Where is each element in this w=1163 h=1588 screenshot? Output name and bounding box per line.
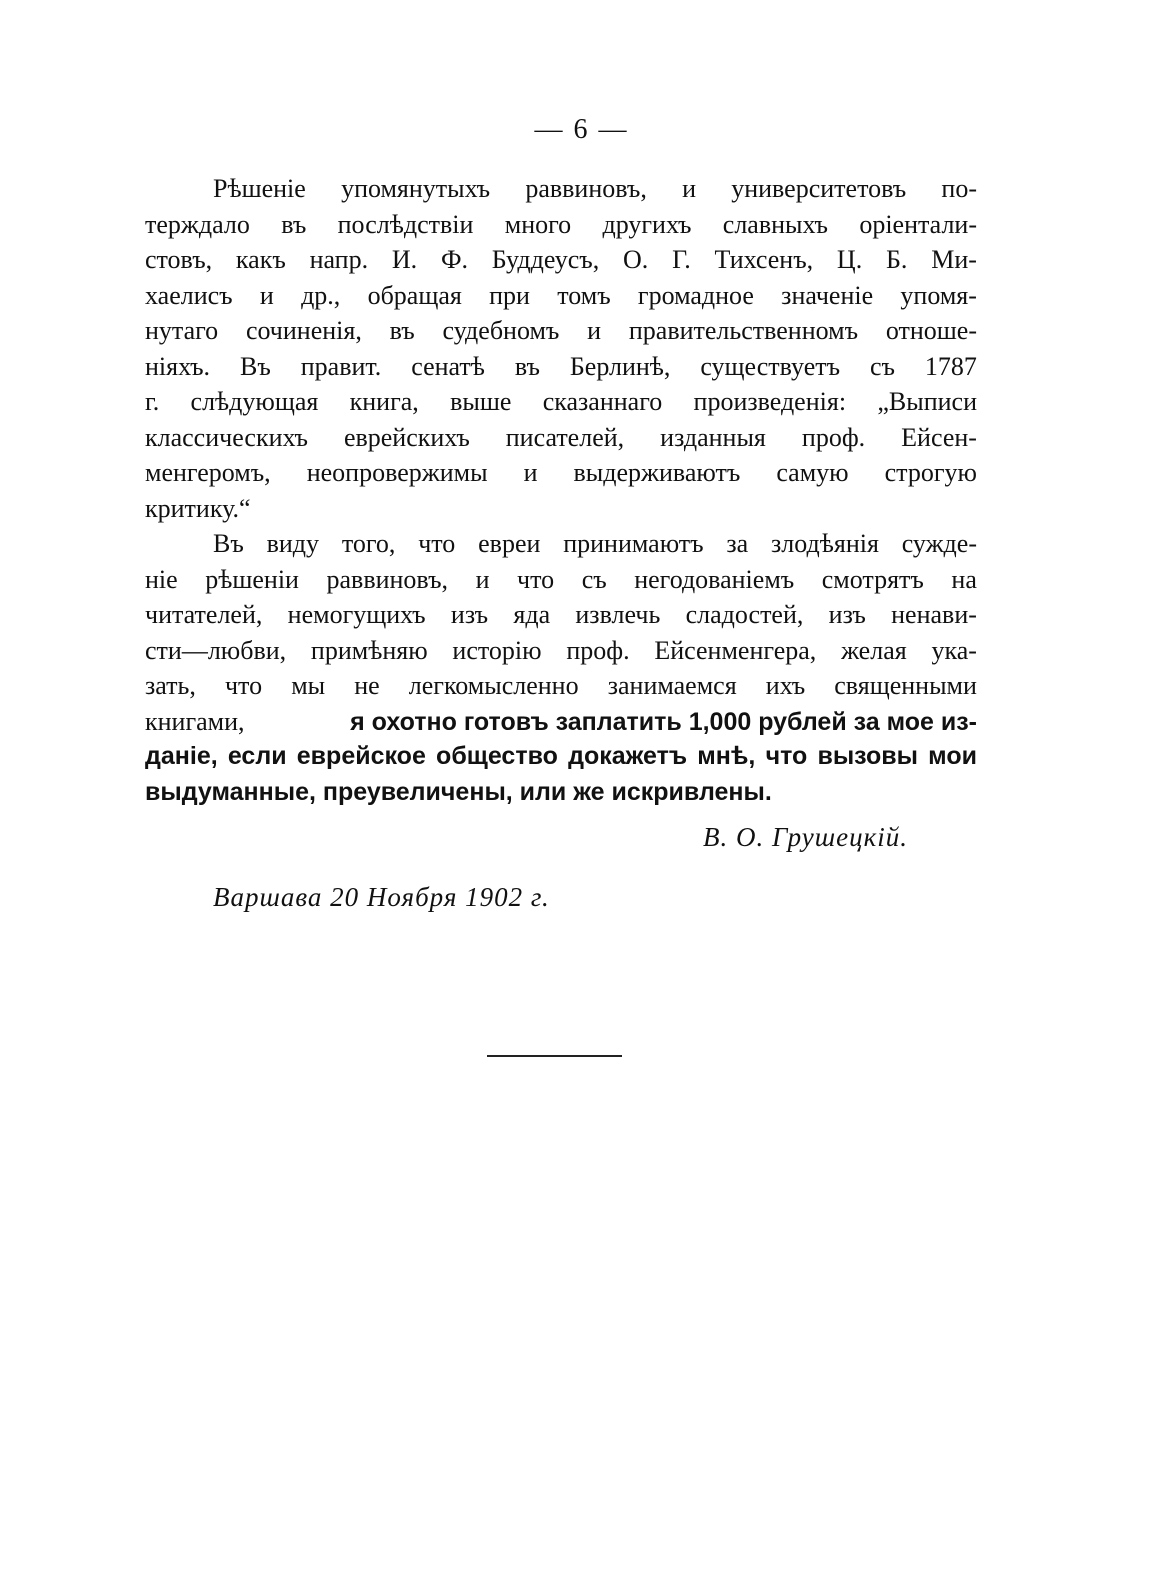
word: Ц. (836, 245, 863, 274)
word: Тихсенъ, (714, 245, 814, 274)
word: Буддеусъ, (491, 245, 600, 274)
text-line: критику.“ (145, 493, 251, 523)
word: ихъ (765, 671, 806, 700)
word: правительственномъ (628, 316, 859, 345)
word: книга, (349, 387, 419, 416)
word: существуетъ (700, 351, 841, 381)
text-line (145, 387, 977, 423)
word: священными (834, 671, 977, 700)
text-line (145, 281, 977, 317)
word: за (726, 529, 749, 558)
word: негодованіемъ (634, 564, 795, 594)
word: принимаютъ (563, 529, 704, 558)
text-line (145, 423, 977, 459)
word: ніе (145, 564, 178, 594)
word: хаелисъ (145, 280, 233, 310)
word: упомя- (900, 280, 977, 310)
word: неопровержимы (306, 458, 488, 487)
word: терждало (145, 209, 250, 239)
word: судебномъ (442, 316, 560, 345)
word: выше (450, 387, 512, 416)
word: съ (581, 564, 607, 594)
word: мы (291, 671, 326, 700)
word: И. (391, 245, 418, 274)
word: и (523, 458, 538, 487)
word: послѣдствіи (337, 209, 474, 239)
word: что (224, 671, 263, 700)
word: 1787 (924, 351, 977, 381)
word: желая (841, 635, 907, 665)
word: и (475, 564, 490, 594)
word: немогущихъ (287, 600, 426, 629)
end-rule (487, 1055, 622, 1057)
word: менгеромъ, (145, 458, 271, 487)
word: „Выписи (877, 387, 977, 416)
text-line (145, 210, 977, 246)
word: сужде- (901, 529, 977, 558)
word: Г. (672, 245, 691, 274)
word: университетовъ (731, 174, 907, 203)
place-date: Варшава 20 Ноября 1902 г. (213, 882, 550, 912)
word: классическихъ (145, 422, 308, 452)
word: докажетъ (568, 742, 688, 770)
bold-text-line (145, 742, 977, 778)
text-line (145, 636, 977, 672)
text-line (145, 529, 977, 565)
word: стовъ, (145, 245, 213, 274)
page-number: — 6 — (534, 114, 629, 145)
word: сказаннаго (542, 387, 663, 416)
word: даніе, (145, 742, 218, 770)
word: Б. (885, 245, 908, 274)
word: произведенія: (693, 387, 847, 416)
word: слѣдующая (190, 387, 319, 416)
word: Въ (213, 529, 244, 558)
word: Въ (240, 351, 271, 381)
word: легкомысленно (408, 671, 579, 700)
word: примѣняю (310, 635, 428, 665)
word: въ (389, 316, 415, 345)
word: что (418, 529, 456, 558)
word: и (587, 316, 602, 345)
word: ненави- (891, 600, 977, 629)
mixed-text-line (145, 707, 977, 743)
word: значеніе (781, 280, 874, 310)
text-line (145, 565, 977, 601)
word: въ (514, 351, 540, 381)
word: рѣшеніи (205, 564, 299, 594)
text-line (145, 245, 977, 281)
word: изъ (450, 600, 489, 629)
word: обращая (367, 280, 462, 310)
word: по- (941, 174, 977, 203)
word: зать, (145, 671, 196, 700)
normal-segment: книгами, (145, 706, 245, 736)
word: яда (513, 600, 551, 629)
word: извлечь (575, 600, 661, 629)
word: съ (869, 351, 895, 381)
word: на (951, 564, 977, 594)
word: отноше- (885, 316, 977, 345)
word: др., (301, 280, 341, 310)
word: сочиненія, (245, 316, 362, 345)
word: евреи (478, 529, 541, 558)
word: общество (436, 742, 558, 770)
word: самую (776, 458, 849, 487)
word: ука- (931, 635, 977, 665)
word: изданныя (660, 422, 766, 452)
word: проф. (566, 635, 630, 665)
text-line (145, 671, 977, 707)
word: славныхъ (722, 209, 828, 239)
word: упомянутыхъ (341, 174, 491, 203)
word: смотрятъ (821, 564, 924, 594)
word: если (227, 742, 287, 770)
word: правит. (300, 351, 382, 381)
word: писателей, (505, 422, 625, 452)
bold-segment: я охотно готовъ заплатить 1,000 рублей за мое из- (350, 707, 977, 736)
word: много (504, 209, 572, 239)
word: и (682, 174, 696, 203)
word: что (517, 564, 555, 594)
word: еврейскихъ (343, 422, 470, 452)
word: Ейсенменгера, (654, 635, 817, 665)
word: нутаго (145, 316, 219, 345)
word: не (354, 671, 380, 700)
bold-text-line: выдуманные, преувеличены, или же искривлены. (145, 777, 772, 806)
word: виду (266, 529, 320, 558)
signature: В. О. Грушецкій. (703, 822, 908, 852)
word: раввиновъ, (525, 174, 647, 203)
word: другихъ (602, 209, 692, 239)
word: О. (623, 245, 649, 274)
word: злодѣянія (771, 529, 879, 558)
word: Рѣшеніе (213, 174, 306, 203)
body-text (145, 174, 977, 813)
word: вызовы (817, 742, 918, 770)
word: ніяхъ. (145, 351, 211, 381)
word: Берлинѣ, (569, 351, 671, 381)
word: сладостей, (685, 600, 804, 629)
word: изъ (828, 600, 866, 629)
word: исторію (452, 635, 542, 665)
word: при (489, 280, 530, 310)
word: сенатѣ (411, 351, 485, 381)
word: г. (145, 387, 160, 416)
word: сти—любви, (145, 635, 287, 665)
word: того, (341, 529, 396, 558)
word: громадное (637, 280, 754, 310)
word: проф. (801, 422, 866, 452)
word: раввиновъ, (326, 564, 449, 594)
word: что (765, 742, 808, 770)
word: какъ (235, 245, 286, 274)
text-line (145, 316, 977, 352)
word: мнѣ, (697, 742, 756, 770)
word: и (259, 280, 274, 310)
text-line (145, 600, 977, 636)
word: томъ (557, 280, 611, 310)
word: еврейское (296, 742, 426, 770)
text-line (145, 352, 977, 388)
word: оріентали- (859, 209, 977, 239)
word: въ (281, 209, 307, 239)
word: Ейсен- (901, 422, 977, 452)
word: Ф. (440, 245, 468, 274)
word: Ми- (931, 245, 977, 274)
word: занимаемся (607, 671, 737, 700)
text-line (145, 458, 977, 494)
word: выдерживаютъ (573, 458, 741, 487)
word: читателей, (145, 600, 263, 629)
text-line (145, 174, 977, 210)
word: строгую (884, 458, 977, 487)
word: напр. (309, 245, 369, 274)
word: мои (928, 742, 977, 770)
